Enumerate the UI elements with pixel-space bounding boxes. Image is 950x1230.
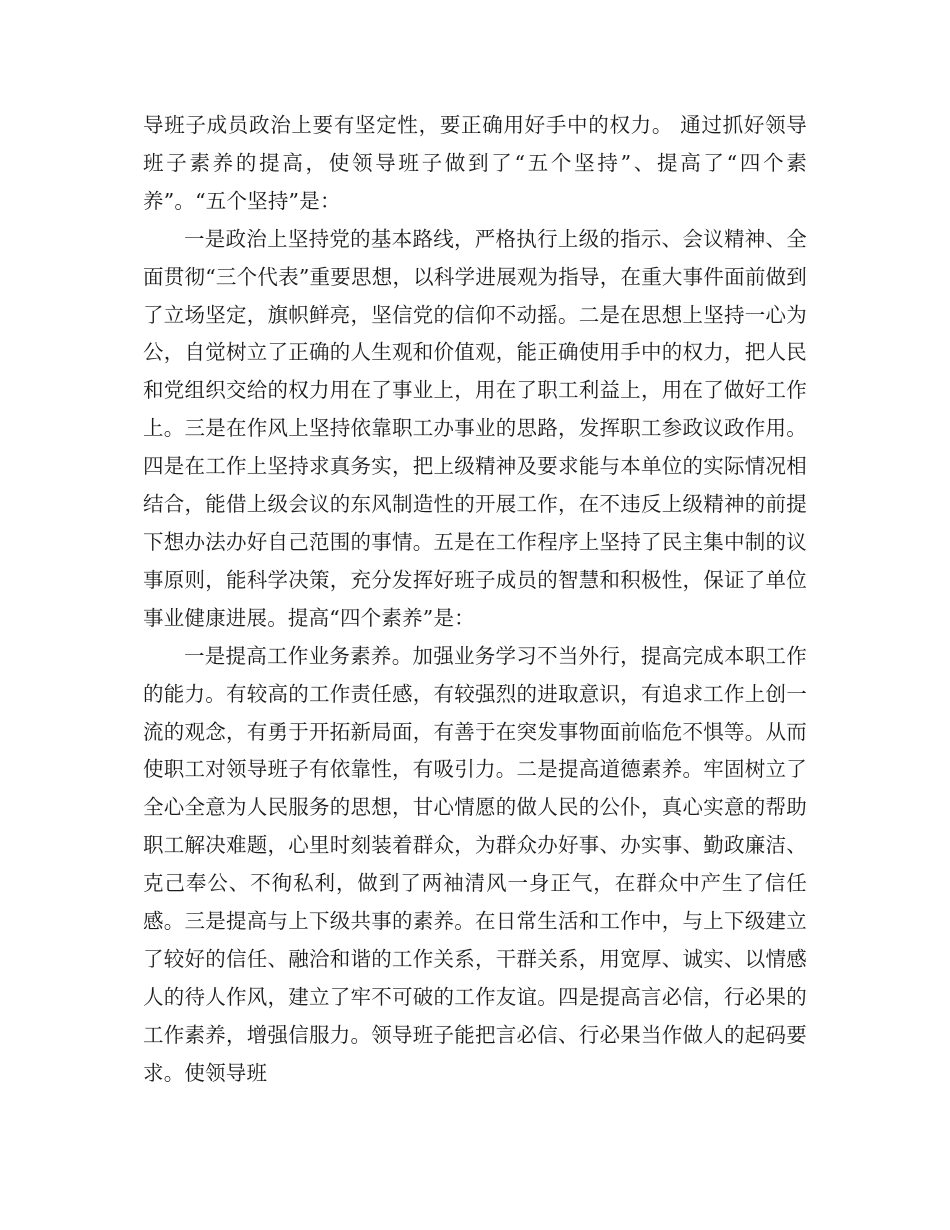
- paragraph-four-qualities: 一是提高工作业务素养。加强业务学习不当外行，提高完成本职工作的能力。有较高的工作责任感，有较强烈的进取意识，有追求工作上创一流的观念，有勇于开拓新局面，有善于在突发事物面前临危不惧等。从而使职工对领导班子有依靠性，有吸引力。二是提高道德素养。牢固树立了全心全意为人民服务的思想，甘心情愿的做人民的公仆，真心实意的帮助职工解决难题，心里时刻装着群众，为群众办好事、办实事、勤政廉洁、克己奉公、不徇私利，做到了两袖清风一身正气，在群众中产生了信任感。三是提高与上下级共事的素养。在日常生活和工作中，与上下级建立了较好的信任、融洽和谐的工作关系，干群关系，用宽厚、诚实、以情感人的待人作风，建立了牢不可破的工作友谊。四是提高言必信，行必果的工作素养，增强信服力。领导班子能把言必信、行必果当作做人的起码要求。使领导班: [143, 643, 807, 1085]
- paragraph-continuation: 导班子成员政治上要有坚定性，要正确用好手中的权力。 通过抓好领导班子素养的提高，使领导班子做到了“五个坚持”、提高了“四个素养”。“五个坚持”是：: [143, 113, 807, 213]
- paragraph-five-persistences: 一是政治上坚持党的基本路线，严格执行上级的指示、会议精神、全面贯彻“三个代表”重要思想，以科学进展观为指导，在重大事件面前做到了立场坚定，旗帜鲜亮，坚信党的信仰不动摇。二是在思想上坚持一心为公，自觉树立了正确的人生观和价值观，能正确使用手中的权力，把人民和党组织交给的权力用在了事业上，用在了职工利益上，用在了做好工作上。三是在作风上坚持依靠职工办事业的思路，发挥职工参政议政作用。四是在工作上坚持求真务实，把上级精神及要求能与本单位的实际情况相结合，能借上级会议的东风制造性的开展工作，在不违反上级精神的前提下想办法办好自己范围的事情。五是在工作程序上坚持了民主集中制的议事原则，能科学决策，充分发挥好班子成员的智慧和积极性，保证了单位事业健康进展。提高“四个素养”是：: [143, 226, 807, 630]
- document-body: [143, 107, 807, 1093]
